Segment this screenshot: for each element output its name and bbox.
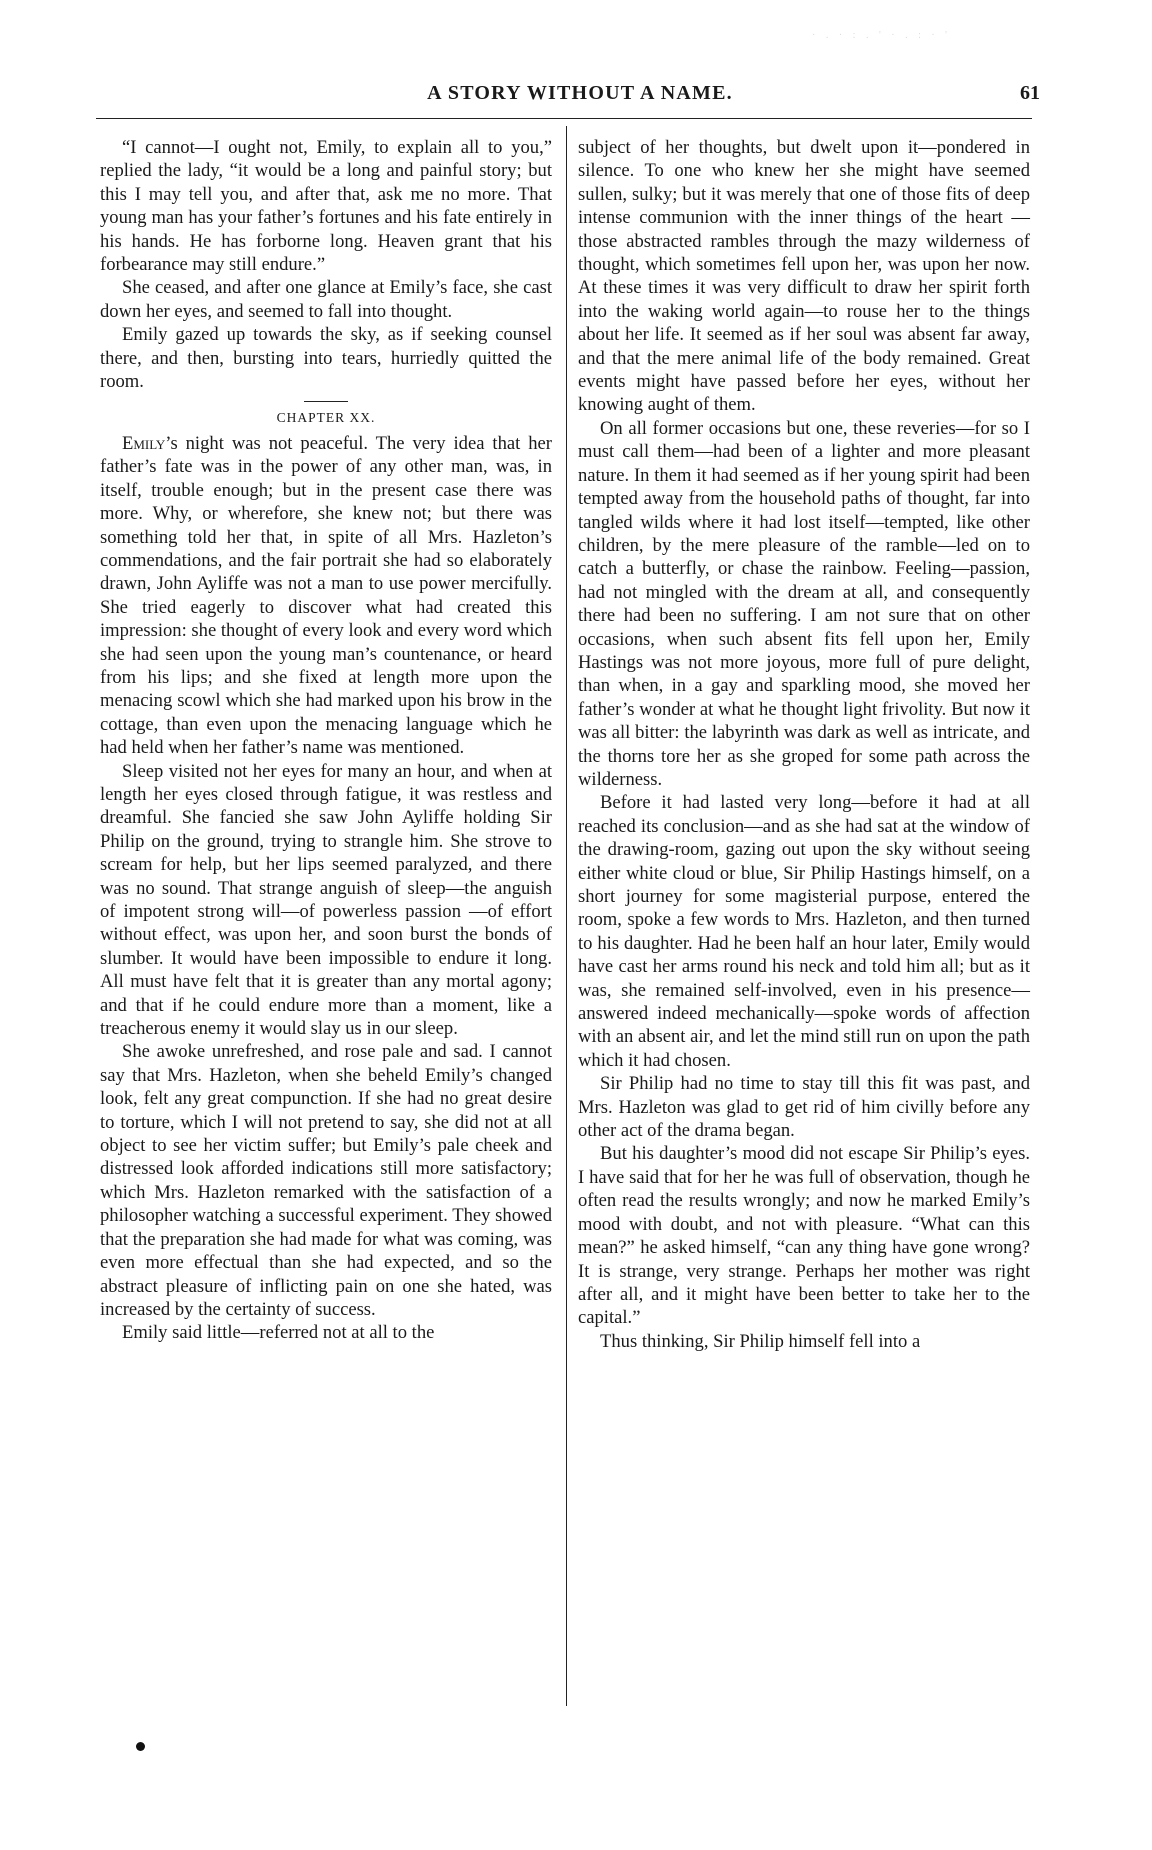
paragraph: subject of her thoughts, but dwelt upon it—pondered in silence. To one who knew her she might have seemed sullen, sulky; but it was merely that one of those fits of deep intense communion with the inner things of the heart —those abstracted rambles through the mazy wilderness of thought, which sometimes fell upon her, was upon her now. At these times it was very difficult to draw her spirit forth into the waking world again—to rouse her to the things about her life. It seemed as if her soul was absent far away, and that the mere animal life of the body remained. Great events might have passed before her eyes, without her knowing aught of them. [578,137,1030,416]
chapter-heading: CHAPTER XX. [276,410,376,426]
scan-speckle-decoration: · . · : . ' · . : · ' [812,30,951,41]
page-number: 61 [1020,82,1040,104]
paragraph: “I cannot—I ought not, Emily, to explain all to you,” replied the lady, “it would be a long and painful story; but this I may tell you, and after that, ask me no more. That young man has your father’s fortunes and his fate entirely in his hands. He has forborne long. Heaven grant that his forbearance may still endure.” [100,137,552,276]
paragraph: Thus thinking, Sir Philip himself fell into a [600,1330,921,1352]
chapter-lead-word: Emily [122,432,166,454]
paragraph: Sleep visited not her eyes for many an hour, and when at length her eyes closed through fatigue, it was restless and dreamful. She fancied she saw John Ayliffe holding Sir Philip on the ground, trying to strangle him. She strove to scream for help, but her lips seemed paralyzed, and there was no sound. That strange anguish of sleep—the anguish of impotent strong will—of powerless passion —of effort without effect, was upon her, and soon burst the bonds of slumber. It would have been impossible to endure it long. All must have felt that it is greater than any mortal agony; and that if he could endure more than a moment, like a treacherous enemy it would slay us in our sleep. [100,760,552,1040]
paragraph-text: ’s night was not peaceful. The very idea that her father’s fate was in the power of any other man, was, in itself, trouble enough; but in the present case there was more. Why, or wherefore, she knew not; but there was something told her that, in spite of all Mrs. Hazleton’s commendations, and the fair portrait she had so elaborately drawn, John Ayliffe was not a man to use power mercifully. She tried eagerly to discover what had created this impression: she thought of every look and every word which she had seen upon the young man’s countenance, or heard from his lips; and she fixed at length more upon the menacing scowl which she had marked upon his brow in the cottage, than even upon the menacing language which he had held when her father’s name was mentioned. [100,432,552,759]
right-column [578,136,1030,1353]
paragraph: Before it had lasted very long—before it had at all reached its conclusion—and as she had sat at the window of the drawing-room, gazing out upon the sky without seeing either white cloud or blue, Sir Philip Hastings himself, on a short journey for some magisterial purpose, entered the room, spoke a few words to Mrs. Hazleton, and then turned to his daughter. Had he been half an hour later, Emily would have cast her arms round his neck and told him all; but as it was, she remained self-involved, even in his presence—answered indeed mechanically—spoke words of affection with an absent air, and let the mind still run on upon the path which it had chosen. [578,792,1030,1071]
chapter-rule [304,401,348,402]
paragraph: Emily gazed up towards the sky, as if seeking counsel there, and then, bursting into tears, hurriedly quitted the room. [100,324,552,393]
paragraph: On all former occasions but one, these reveries—for so I must call them—had been of a lighter and more pleasant nature. In them it had seemed as if her young spirit had been tempted away from the household paths of thought, far into tangled wilds where it had lost itself—tempted, like other children, by the mere pleasure of the ramble—led on to catch a butterfly, or chase the rainbow. Feeling—passion, had not mingled with the dream at all, and consequently there had been no suffering. I am not sure that on other occasions, when such absent fits fell upon her, Emily Hastings was not more joyous, more full of pure delight, than when, in a gay and sparkling mood, she moved her father’s wonder at what he thought light frivolity. But now it was all bitter: the labyrinth was dark as well as intricate, and the thorns tore her as she groped for some path across the wilderness. [578,417,1030,790]
paragraph: Sir Philip had no time to stay till this fit was past, and Mrs. Hazleton was glad to get rid of him civilly before any other act of the drama began. [578,1073,1030,1142]
paragraph: She ceased, and after one glance at Emily’s face, she cast down her eyes, and seemed to fall into thought. [100,277,552,322]
column-divider [566,126,567,1706]
ink-dot-decoration [136,1742,145,1751]
page-header [120,82,1040,118]
paragraph: But his daughter’s mood did not escape Sir Philip’s eyes. I have said that for her he was full of observation, though he often read the results wrongly; and now he marked Emily’s mood with doubt, and not with pleasure. “What can this mean?” he asked himself, “can any thing have gone wrong? It is strange, very strange. Perhaps her mother was right after all, and it might have been better to take her to the capital.” [578,1143,1030,1329]
paragraph: Emily said little—referred not at all to the [122,1322,435,1344]
paragraph [100,432,552,760]
header-rule [96,118,1032,119]
running-title: A STORY WITHOUT A NAME. [427,82,733,104]
paragraph: She awoke unrefreshed, and rose pale and sad. I cannot say that Mrs. Hazleton, when she beheld Emily’s changed look, felt any great compunction. If she had no great desire to torture, which I will not pretend to say, she did not at all object to see her victim suffer; but Emily’s pale cheek and distressed look afforded indications still more satisfactory; which Mrs. Hazleton remarked with the satisfaction of a philosopher watching a successful experiment. They showed that the preparation she had made for what was coming, was even more effectual than she had expected, and so the abstract pleasure of inflicting pain on one she hated, was increased by the certainty of success. [100,1041,552,1320]
left-column [100,136,552,1345]
